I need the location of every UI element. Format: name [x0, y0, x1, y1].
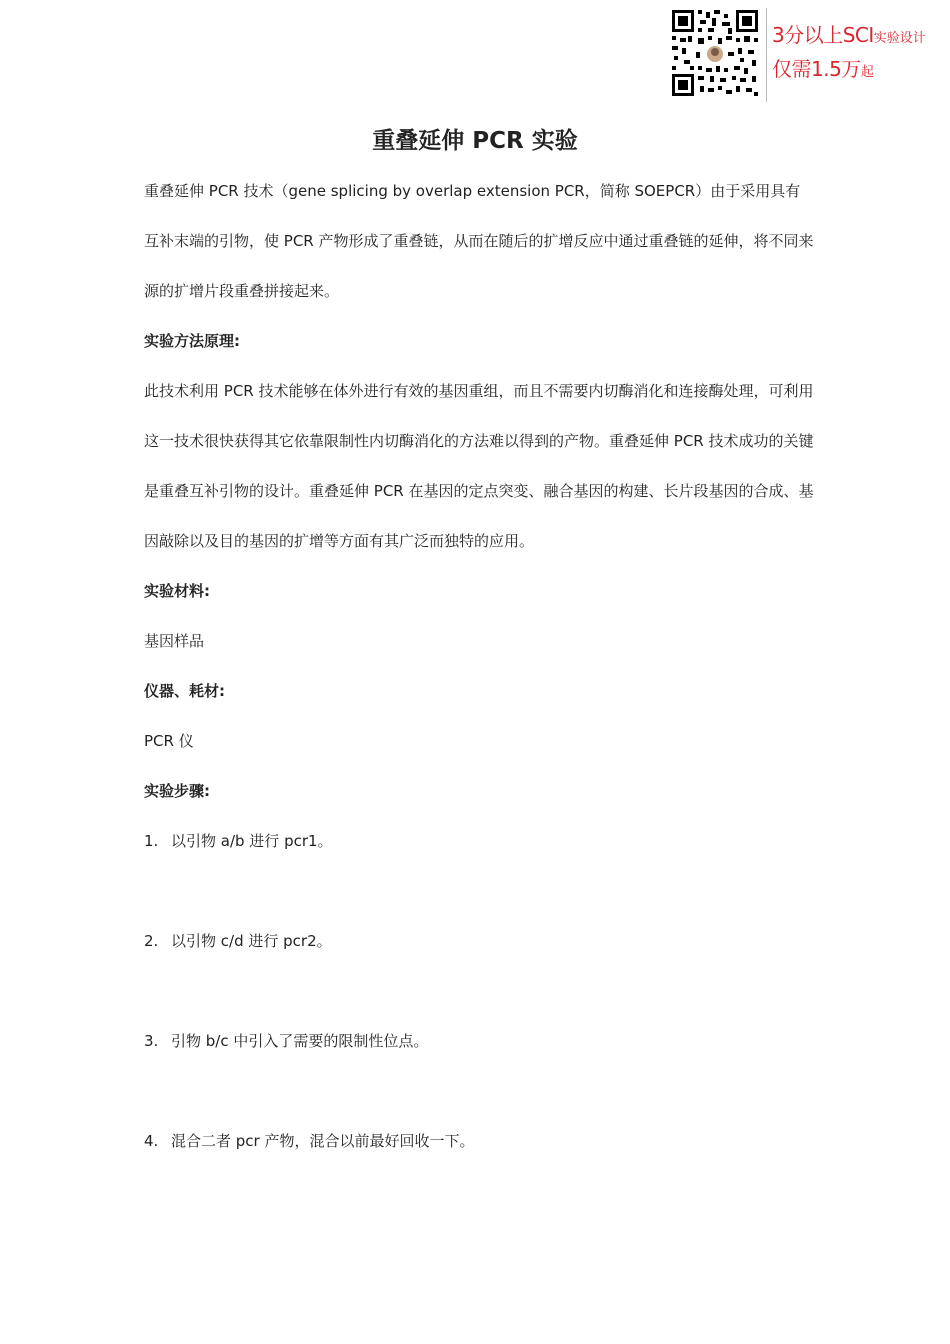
ad-line-1-suffix: 实验设计	[873, 31, 926, 46]
qr-code-icon[interactable]	[670, 8, 760, 98]
advertisement-banner[interactable]	[668, 6, 950, 102]
step-text: 以引物 c/d 进行 pcr2。	[171, 932, 332, 950]
ad-text[interactable]	[772, 20, 926, 88]
step-item	[144, 1016, 814, 1116]
materials-heading: 实验材料:	[144, 582, 210, 600]
materials-text: 基因样品	[144, 632, 205, 650]
step-text: 以引物 a/b 进行 pcr1。	[171, 832, 333, 850]
step-text: 混合二者 pcr 产物，混合以前最好回收一下。	[171, 1132, 475, 1150]
step-number: 4.	[144, 1132, 159, 1150]
intro-paragraph: 重叠延伸 PCR 技术（gene splicing by overlap extension PCR，简称 SOEPCR）由于采用具有互补末端的引物，使 PCR 产物形成了重叠链，从而在随后的扩增反应中通过重叠链的延伸，将不同来源的扩增片段重叠拼接起来。	[144, 182, 814, 300]
step-number: 3.	[144, 1032, 159, 1050]
steps-list	[144, 816, 814, 1216]
step-number: 1.	[144, 832, 159, 850]
ad-divider	[766, 8, 767, 102]
step-item	[144, 816, 814, 916]
page-title: 重叠延伸 PCR 实验	[372, 128, 578, 154]
ad-line-2-main: 仅需1.5万	[772, 57, 861, 81]
instruments-text: PCR 仪	[144, 732, 194, 750]
instruments-heading: 仪器、耗材:	[144, 682, 225, 700]
step-item	[144, 916, 814, 1016]
ad-line-2-suffix: 起	[860, 65, 874, 80]
ad-line-2	[772, 54, 926, 88]
steps-heading: 实验步骤:	[144, 782, 210, 800]
step-text: 引物 b/c 中引入了需要的限制性位点。	[171, 1032, 429, 1050]
document-body	[144, 166, 814, 1216]
ad-line-1-main: 3分以上SCI	[772, 23, 874, 47]
principle-heading: 实验方法原理:	[144, 332, 240, 350]
principle-paragraph: 此技术利用 PCR 技术能够在体外进行有效的基因重组，而且不需要内切酶消化和连接酶处理，可利用这一技术很快获得其它依靠限制性内切酶消化的方法难以得到的产物。重叠延伸 PCR 技术成功的关键是重叠互补引物的设计。重叠延伸 PCR 在基因的定点突变、融合基因的构建、长片段基因的合成、基因敲除以及目的基因的扩增等方面有其广泛而独特的应用。	[144, 382, 814, 550]
step-item	[144, 1116, 814, 1216]
ad-line-1	[772, 20, 926, 54]
step-number: 2.	[144, 932, 159, 950]
